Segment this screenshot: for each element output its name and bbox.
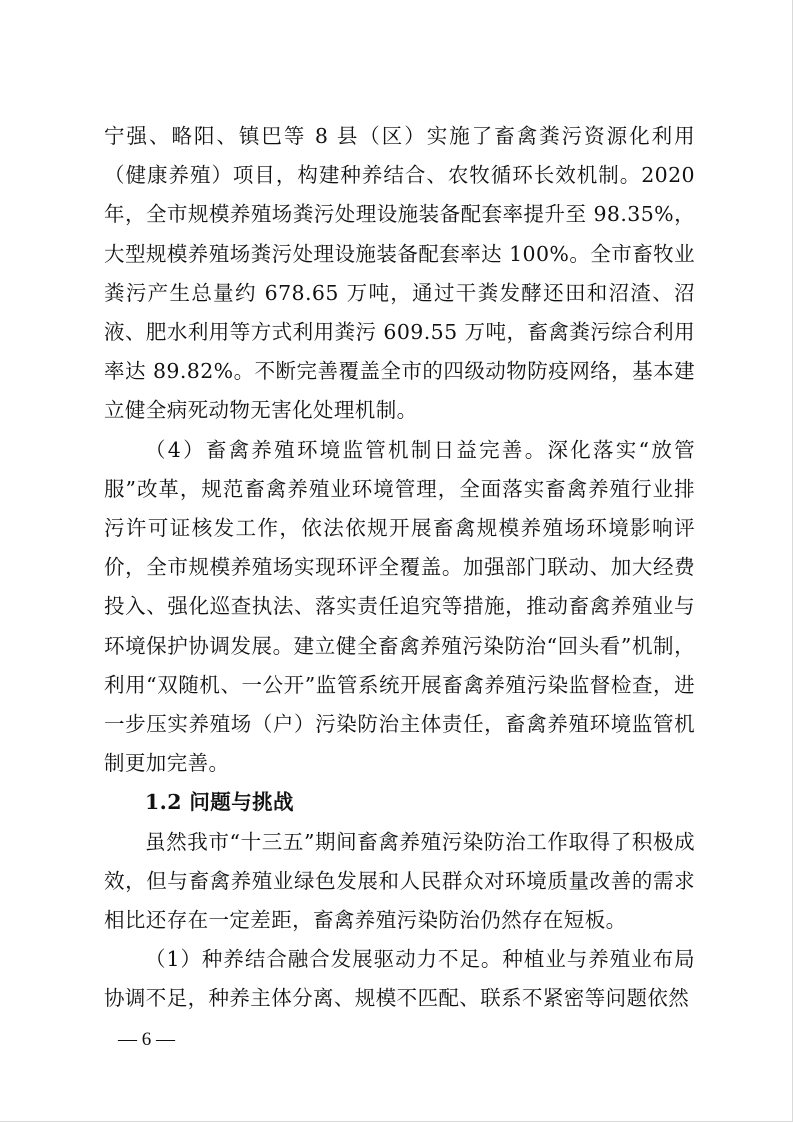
paragraph-challenges-intro: 虽然我市“十三五”期间畜禽养殖污染防治工作取得了积极成效，但与畜禽养殖业绿色发展和人民群众对环境质量改善的需求相比还存在一定差距，畜禽养殖污染防治仍然存在短板。	[104, 829, 695, 933]
paragraph-project-summary: 宁强、略阳、镇巴等 8 县（区）实施了畜禽粪污资源化利用（健康养殖）项目，构建种养结合、农牧循环长效机制。2020 年，全市规模养殖场粪污处理设施装备配套率提升至 98.35%，大型规模养殖场粪污处理设施装备配套率达 100%。全市畜牧业粪污产生总量约 678.65 万吨，通过干粪发酵还田和沼渣、沼液、肥水利用等方式利用粪污 609.55 万吨，畜禽粪污综合利用率达 89.82%。不断完善覆盖全市的四级动物防疫网络，基本建立健全病死动物无害化处理机制。	[104, 124, 695, 423]
page-number: — 6 —	[118, 1029, 175, 1050]
body-text	[104, 117, 695, 1019]
section-heading: 1.2 问题与挑战	[145, 790, 294, 815]
paragraph-environmental-supervision: （4）畜禽养殖环境监管机制日益完善。深化落实“放管服”改革，规范畜禽养殖业环境管理，全面落实畜禽养殖行业排污许可证核发工作，依法依规开展畜禽规模养殖场环境影响评价，全市规模养殖场实现环评全覆盖。加强部门联动、加大经费投入、强化巡查执法、落实责任追究等措施，推动畜禽养殖业与环境保护协调发展。建立健全畜禽养殖污染防治“回头看”机制，利用“双随机、一公开”监管系统开展畜禽养殖污染监督检查，进一步压实养殖场（户）污染防治主体责任，畜禽养殖环境监管机制更加完善。	[104, 437, 695, 776]
paragraph-challenge-1: （1）种养结合融合发展驱动力不足。种植业与养殖业布局协调不足，种养主体分离、规模不匹配、联系不紧密等问题依然	[104, 947, 695, 1011]
